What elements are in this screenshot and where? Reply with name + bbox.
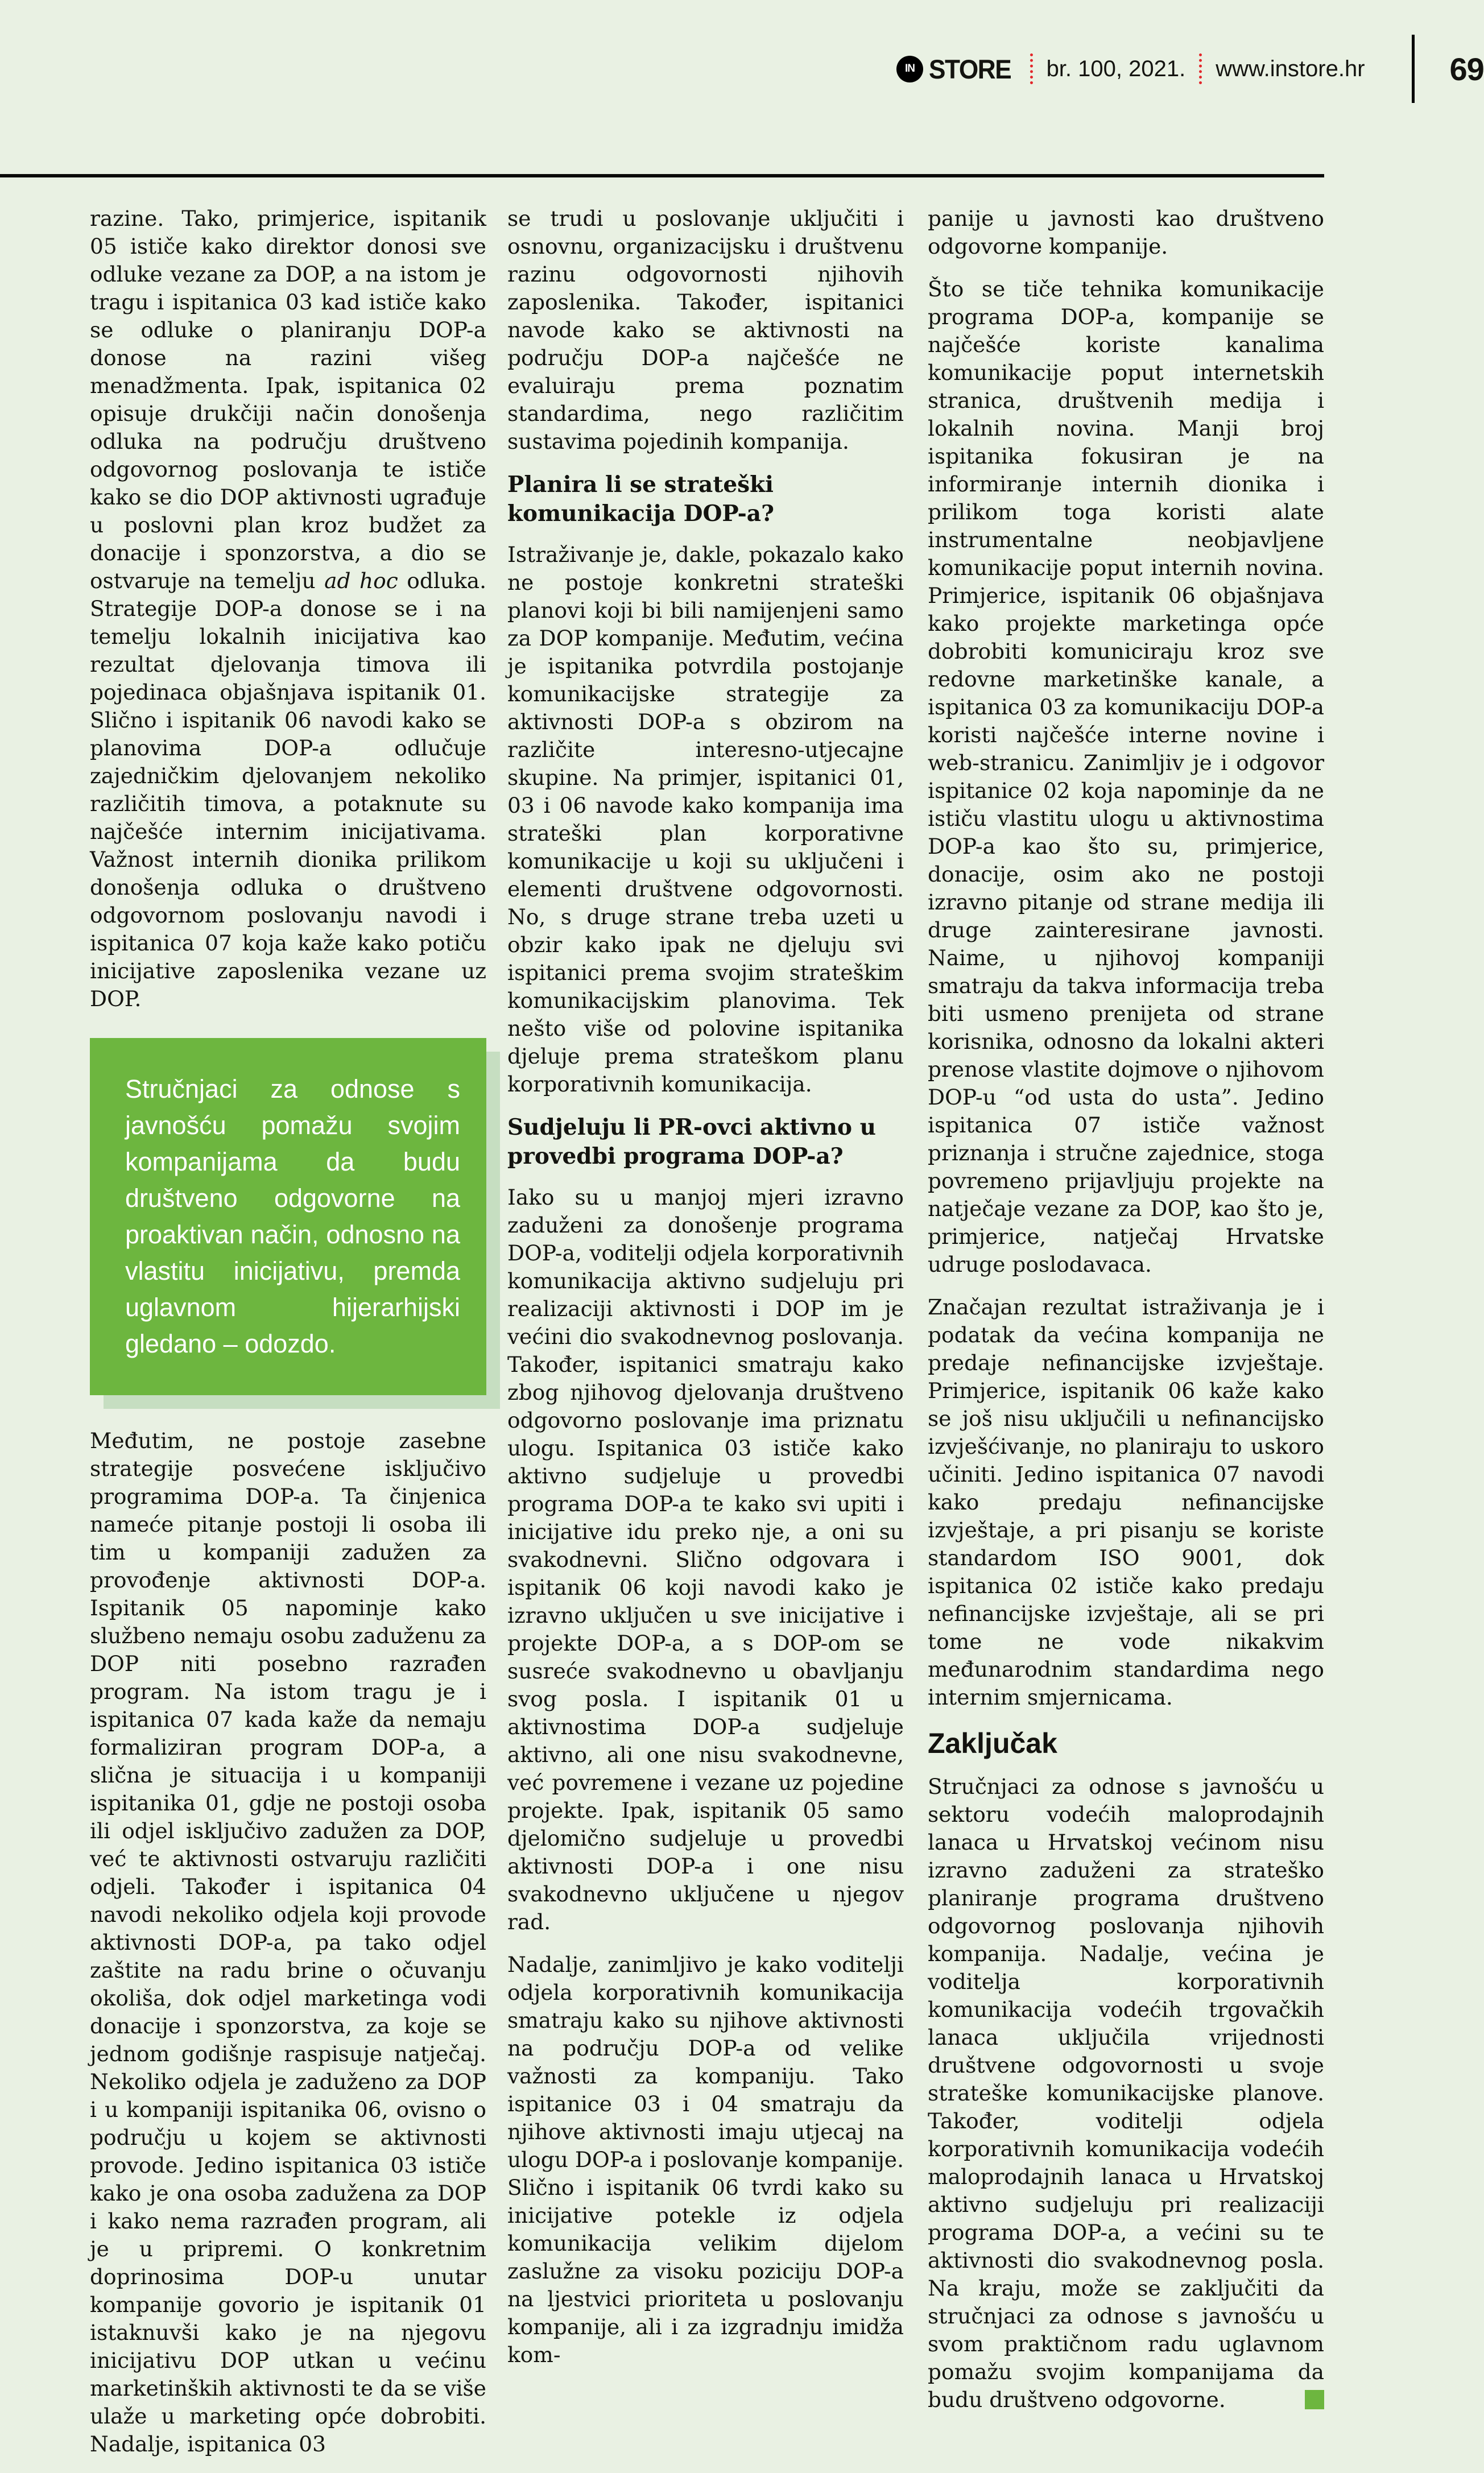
- pull-quote-box: [90, 1038, 486, 1395]
- body-paragraph: se trudi u poslovanje uključiti i osnovnu, organizacijsku i društvenu razinu odgovornosti njihovih zaposlenika. Također, ispitanici navode kako se aktivnosti na području DOP-a najčešće ne evaluiraju prema poznatim standardima, nego različitim sustavima pojedinih kompanija.: [507, 206, 904, 454]
- column-1: [90, 205, 486, 2473]
- paragraph-text: odluka. Strategije DOP-a donose se i na temelju lokalnih inicijativa kao rezultat djelovanja timova ili pojedinaca objašnjava ispitanik 01. Slično i ispitanik 06 navodi kako se planovima DOP-a odlučuje zajedničkim djelovanjem nekoliko različitih timova, a potaknute su najčešće internim inicijativama. Važnost internih dionika prilikom donošenja odluka o društveno odgovornom poslovanju navodi i ispitanica 07 koja kaže kako potiču inicijative zaposlenika vezane uz DOP.: [90, 568, 487, 1011]
- end-of-article-marker-icon: [1305, 2390, 1324, 2409]
- header-rule: [0, 174, 1324, 177]
- section-heading: Planira li se strateški komunikacija DOP-a?: [507, 472, 774, 527]
- body-paragraph: Što se tiče tehnika komunikacije programa DOP-a, kompanije se najčešće koriste kanalima komunikacije poput internetskih stranica, društvenih medija i lokalnih novina. Manji broj ispitanika fokusiran je na informiranje internih dionika i prilikom toga koristi alate instrumentalne neobjavljene komunikacije poput internih novina. Primjerice, ispitanik 06 objašnjava kako projekte marketinga opće dobrobiti komuniciraju kroz sve redovne marketinške kanale, a ispitanica 03 za komunikaciju DOP-a koristi najčešće interne novine i web-stranicu. Zanimljiv je i odgovor ispitanice 02 koja napominje da ne ističu vlastitu ulogu u aktivnostima DOP-a kao što su, primjerice, donacije, osim ako ne postoji izravno pitanje od strane medija ili druge zainteresirane javnosti. Naime, u njihovoj kompaniji smatraju da takva informacija treba biti usmeno prenijeta od strane korisnika, odnosno da lokalni akteri prenose vlastite dojmove o njihovom DOP-u “od usta do usta”. Jedino ispitanica 07 ističe važnost priznanja i stručne zajednice, stoga povremeno prijavljuju projekte na natječaje vezane za DOP, kao što je, primjerice, natječaj Hrvatske udruge poslodavaca.: [928, 276, 1324, 1277]
- paragraph-text: Stručnjaci za odnose s javnošću u sektoru vodećih maloprodajnih lanaca u Hrvatskoj većinom nisu izravno zaduženi za strateško planiranje programa društveno odgovornog poslovanja njihovih kompanija. Nadalje, većina je voditelja korporativnih komunikacija vodećih trgovačkih lanaca uključila vrijednosti društvene odgovornosti u svoje strateške komunikacijske planove. Također, voditelji odjela korporativnih komunikacija vodećih maloprodajnih lanaca u Hrvatskoj aktivno sudjeluju pri realizaciji programa DOP-a, a većini su te aktivnosti dio svakodnevnog posla. Na kraju, može se zaključiti da stručnjaci za odnose s javnošću u svom praktičnom radu uglavnom pomažu svojim kompanijama da budu društveno odgovorne.: [928, 1774, 1324, 2412]
- body-paragraph: Nadalje, zanimljivo je kako voditelji odjela korporativnih komunikacija smatraju kako su njihove aktivnosti na području DOP-a od velike važnosti za kompaniju. Tako ispitanice 03 i 04 smatraju da njihove aktivnosti imaju utjecaj na ulogu DOP-a i poslovanje kompanije. Slično i ispitanik 06 tvrdi kako su inicijative potekle iz odjela komunikacija velikim dijelom zaslužne za visoku poziciju DOP-a na ljestvici prioriteta u poslovanju kompanije, ali i za izgradnju imidža kom-: [507, 1952, 904, 2367]
- column-2: [507, 205, 904, 2384]
- section-heading: Sudjeluju li PR-ovci aktivno u provedbi programa DOP-a?: [507, 1114, 876, 1169]
- body-paragraph: panije u javnosti kao društveno odgovorne kompanije.: [928, 206, 1324, 259]
- brand-name: STORE: [929, 53, 1011, 84]
- dotted-divider-icon: [1199, 53, 1202, 84]
- body-paragraph: Međutim, ne postoje zasebne strategije posvećene isključivo programima DOP-a. Ta činjenica nameće pitanje postoji li osoba ili tim u kompaniji zadužen za provođenje aktivnosti DOP-a. Ispitanik 05 napominje kako službeno nemaju osobu zaduženu za DOP niti posebno razrađen program. Na istom tragu je i ispitanica 07 kada kaže da nemaju formaliziran program DOP-a, a slična je situacija i u kompaniji ispitanika 01, gdje ne postoji osoba ili odjel isključivo zadužen za DOP, već te aktivnosti ostvaruju različiti odjeli. Također i ispitanica 04 navodi nekoliko odjela koji provode aktivnosti DOP-a, pa tako odjel zaštite na radu brine o očuvanju okoliša, dok odjel marketinga vodi donacije i sponzorstva, za koje se jednom godišnje raspisuje natječaj. Nekoliko odjela je zaduženo za DOP i u kompaniji ispitanika 06, ovisno o području u kojem se aktivnosti provode. Jedino ispitanica 03 ističe kako je ona osoba zadužena za DOP i kako nema razrađen program, ali je u pripremi. O konkretnim doprinosima DOP-u unutar kompanije govorio je ispitanik 01 istaknuvši kako je na njegovu inicijativu DOP utkan u većinu marketinških aktivnosti te da se više ulaže u marketing opće dobrobiti. Nadalje, ispitanica 03: [90, 1428, 486, 2457]
- body-paragraph: Istraživanje je, dakle, pokazalo kako ne postoje konkretni strateški planovi koji bi bili namijenjeni samo za DOP kompanije. Međutim, većina je ispitanika potvrdila postojanje komunikacijske strategije za aktivnosti DOP-a s obzirom na različite interesno-utjecajne skupine. Na primjer, ispitanici 01, 03 i 06 navode kako kompanija ima strateški plan korporativne komunikacije u koji su uključeni i elementi društvene odgovornosti. No, s druge strane treba uzeti u obzir kako ipak ne djeluju svi ispitanici prema svojim strateškim komunikacijskim planovima. Tek nešto više od polovine ispitanika djeluje prema strateškom planu korporativnih komunikacija.: [507, 542, 904, 1097]
- body-paragraph: Značajan rezultat istraživanja je i podatak da većina kompanija ne predaje nefinancijske izvještaje. Primjerice, ispitanik 06 kaže kako se još nisu uključili u nefinancijsko izvješćivanje, no planiraju to uskoro učiniti. Jedino ispitanica 07 navodi kako predaju nefinancijske izvještaje, a pri pisanju se koriste standardom ISO 9001, dok ispitanica 02 ističe kako predaju nefinancijske izvještaje, ali se pri tome ne vode nikakvim međunarodnim standardima nego internim smjernicama.: [928, 1295, 1324, 1710]
- conclusion-heading: Zaključak: [928, 1727, 1057, 1759]
- page-number: 69: [1449, 51, 1484, 87]
- body-paragraph: [90, 205, 486, 1013]
- italic-phrase: ad hoc: [324, 568, 398, 593]
- instore-logo-icon: IN: [896, 56, 923, 82]
- page-number-divider: [1412, 35, 1415, 103]
- paragraph-text: razine. Tako, primjerice, ispitanik 05 ističe kako direktor donosi sve odluke vezane za DOP, a na istom je tragu i ispitanica 03 kad ističe kako se odluke o planiranju DOP-a donose na razini višeg menadžmenta. Ipak, ispitanica 02 opisuje drukčiji način donošenja odluka na području društveno odgovornog poslovanja te ističe kako se dio DOP aktivnosti ugrađuje u poslovni plan kroz budžet za donacije i sponzorstva, a dio se ostvaruje na temelju: [90, 206, 486, 593]
- issue-label: br. 100, 2021.: [1046, 56, 1186, 81]
- pull-quote-text: Stručnjaci za odnose s javnošću pomažu svojim kompanijama da budu društveno odgovorne na proaktivan način, odnosno na vlastitu inicijativu, premda uglavnom hijerarhijski gledano – odozdo.: [125, 1074, 460, 1358]
- column-3: [928, 205, 1324, 2429]
- body-paragraph: Iako su u manjoj mjeri izravno zaduženi za donošenje programa DOP-a, voditelji odjela korporativnih komunikacija aktivno sudjeluju pri realizaciji aktivnosti i DOP im je većini dio svakodnevnog poslovanja. Također, ispitanici smatraju kako zbog njihovog djelovanja društveno odgovorno poslovanje ima priznatu ulogu. Ispitanica 03 ističe kako aktivno sudjeluje u provedbi programa DOP-a te kako svi upiti i inicijative idu preko nje, a oni su svakodnevni. Slično odgovara i ispitanik 06 koji navodi kako je izravno uključen u sve inicijative i projekte DOP-a, a s DOP-om se susreće svakodnevno u obavljanju svog posla. I ispitanik 01 u aktivnostima DOP-a sudjeluje aktivno, ali one nisu svakodnevne, već povremene i vezane uz pojedine projekte. Ipak, ispitanik 05 samo djelomično sudjeluje u provedbi aktivnosti DOP-a i one nisu svakodnevno uključene u njegov rad.: [507, 1185, 904, 1934]
- website-label: www.instore.hr: [1216, 56, 1365, 81]
- brand: [896, 53, 1016, 85]
- page-header: [896, 49, 1484, 89]
- dotted-divider-icon: [1030, 53, 1033, 84]
- body-paragraph: [928, 1773, 1324, 2414]
